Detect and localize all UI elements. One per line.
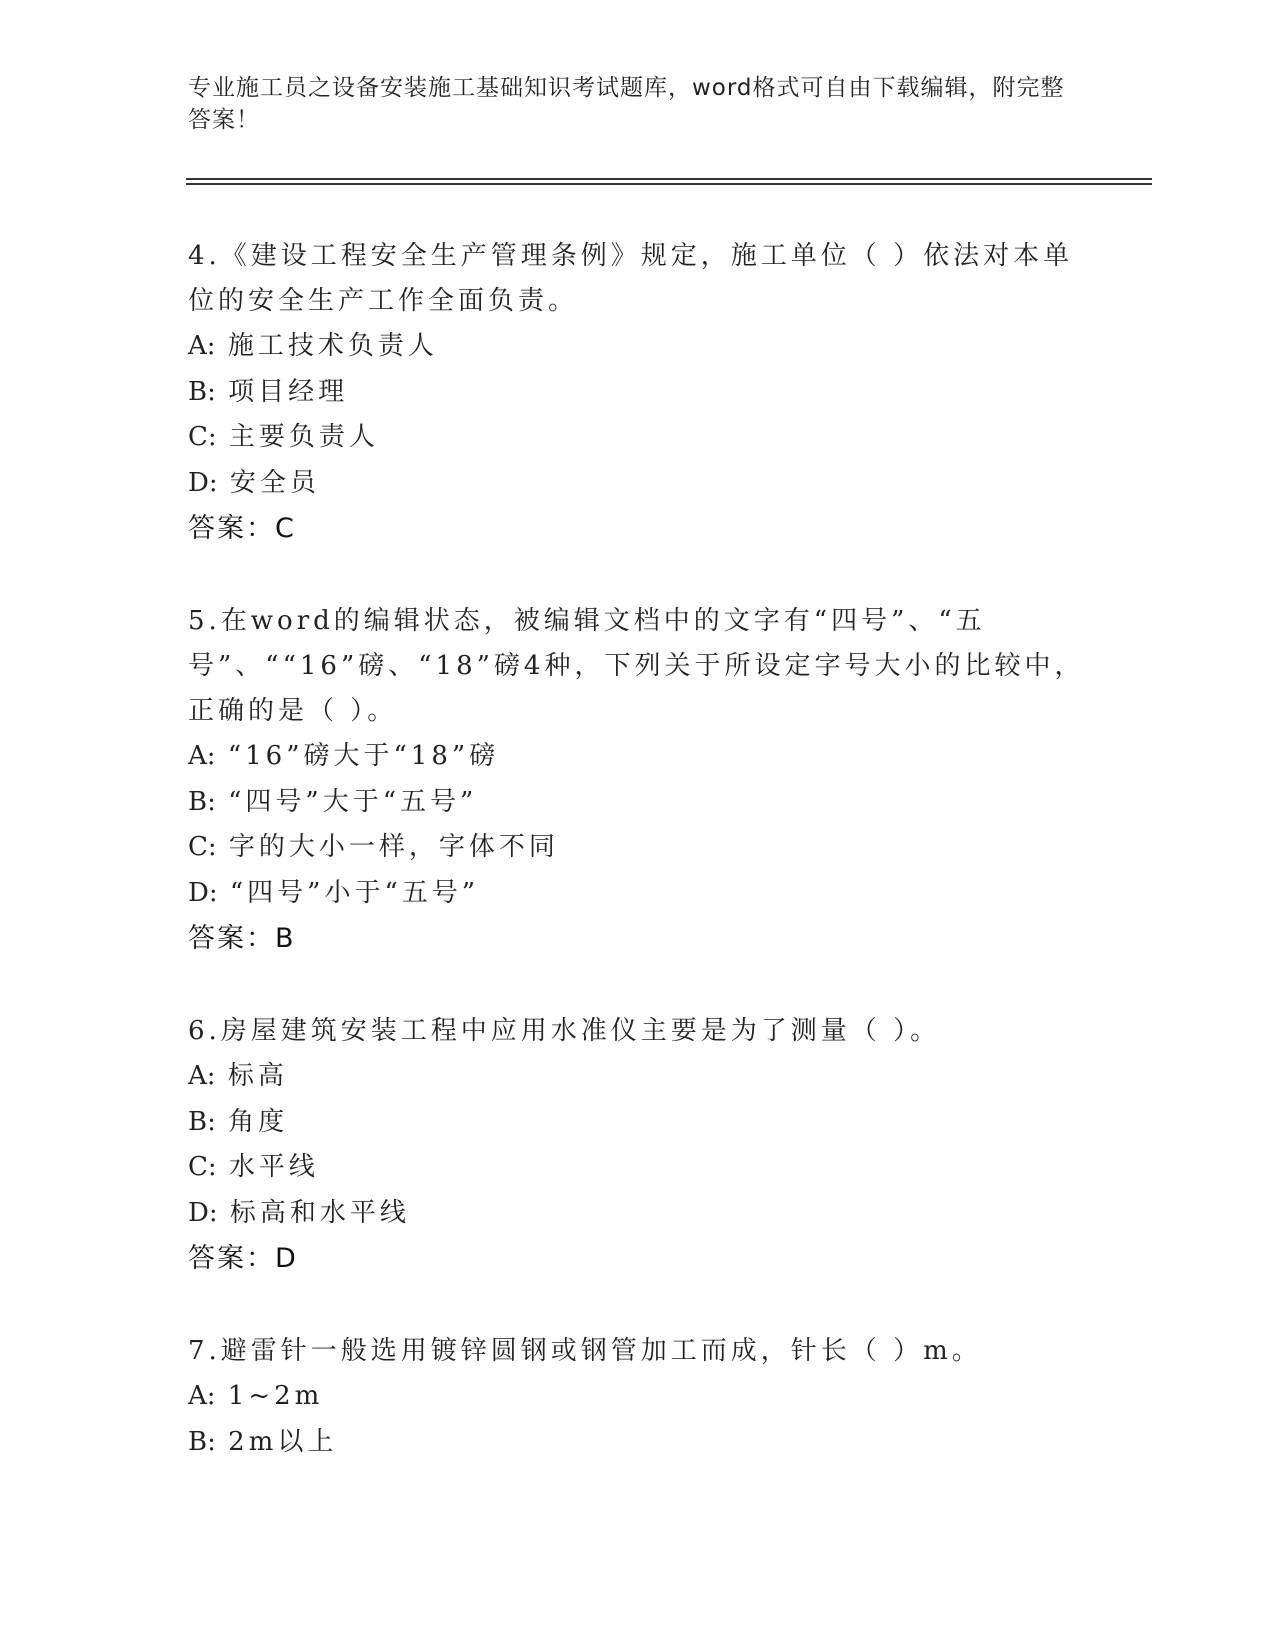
document-header: 专业施工员之设备安装施工基础知识考试题库，word格式可自由下载编辑，附完整答案！ xyxy=(188,75,1065,133)
option-a xyxy=(188,1054,1088,1100)
question-text: 4.《建设工程安全生产管理条例》规定，施工单位（ ）依法对本单位的安全生产工作全面负责。 xyxy=(188,241,1074,316)
option-text: 项目经理 xyxy=(228,376,349,407)
answer-line: 答案：C xyxy=(188,513,296,544)
option-text: 字的大小一样，字体不同 xyxy=(228,832,559,862)
header-divider-top xyxy=(186,178,1152,180)
option-b xyxy=(188,370,1088,416)
option-letter: C: xyxy=(188,1152,217,1182)
option-b xyxy=(188,1420,1088,1466)
option-text: “16”磅大于“18”磅 xyxy=(227,741,500,771)
question-list xyxy=(188,234,1088,1512)
option-letter: D: xyxy=(188,1197,218,1228)
option-letter: A: xyxy=(188,1381,216,1411)
option-d xyxy=(188,461,1088,507)
question-4 xyxy=(188,234,1088,552)
option-letter: B: xyxy=(188,786,216,817)
option-text: 标高和水平线 xyxy=(229,1197,410,1228)
header-divider-bottom xyxy=(186,183,1152,185)
option-text: 安全员 xyxy=(229,467,320,498)
question-5 xyxy=(188,599,1088,962)
option-letter: A: xyxy=(188,1061,216,1091)
option-letter: B: xyxy=(188,1426,216,1457)
option-b xyxy=(188,1100,1088,1146)
question-text: 7.避雷针一般选用镀锌圆钢或钢管加工而成，针长（ ）m。 xyxy=(188,1336,982,1366)
option-text: 1~2m xyxy=(227,1381,324,1411)
question-text: 6.房屋建筑安装工程中应用水准仪主要是为了测量（ ）。 xyxy=(188,1016,941,1046)
option-text: 水平线 xyxy=(228,1152,319,1182)
option-a xyxy=(188,1374,1088,1420)
question-6 xyxy=(188,1009,1088,1282)
option-c xyxy=(188,825,1088,871)
question-text: 5.在word的编辑状态，被编辑文档中的文字有“四号”、“五号”、““16”磅、“18”磅4种，下列关于所设定字号大小的比较中，正确的是（ ）。 xyxy=(188,606,1085,726)
option-text: “四号”大于“五号” xyxy=(228,786,478,817)
option-text: 标高 xyxy=(227,1061,288,1091)
option-letter: C: xyxy=(188,832,217,862)
option-letter: D: xyxy=(188,467,218,498)
answer-line: 答案：D xyxy=(188,1243,298,1274)
option-d xyxy=(188,1191,1088,1237)
question-7 xyxy=(188,1329,1088,1465)
option-text: 2m以上 xyxy=(228,1426,338,1457)
option-letter: A: xyxy=(188,741,216,771)
option-text: 主要负责人 xyxy=(228,422,379,452)
option-text: 角度 xyxy=(228,1106,289,1137)
option-b xyxy=(188,780,1088,826)
option-letter: B: xyxy=(188,1106,216,1137)
option-letter: B: xyxy=(188,376,216,407)
option-c xyxy=(188,1145,1088,1191)
option-a xyxy=(188,734,1088,780)
answer-line: 答案：B xyxy=(188,923,296,954)
option-c xyxy=(188,415,1088,461)
option-d xyxy=(188,871,1088,917)
option-text: 施工技术负责人 xyxy=(227,331,438,361)
option-letter: C: xyxy=(188,422,217,452)
option-text: “四号”小于“五号” xyxy=(229,877,480,908)
option-letter: D: xyxy=(188,877,218,908)
option-a xyxy=(188,324,1088,370)
option-letter: A: xyxy=(188,331,216,361)
